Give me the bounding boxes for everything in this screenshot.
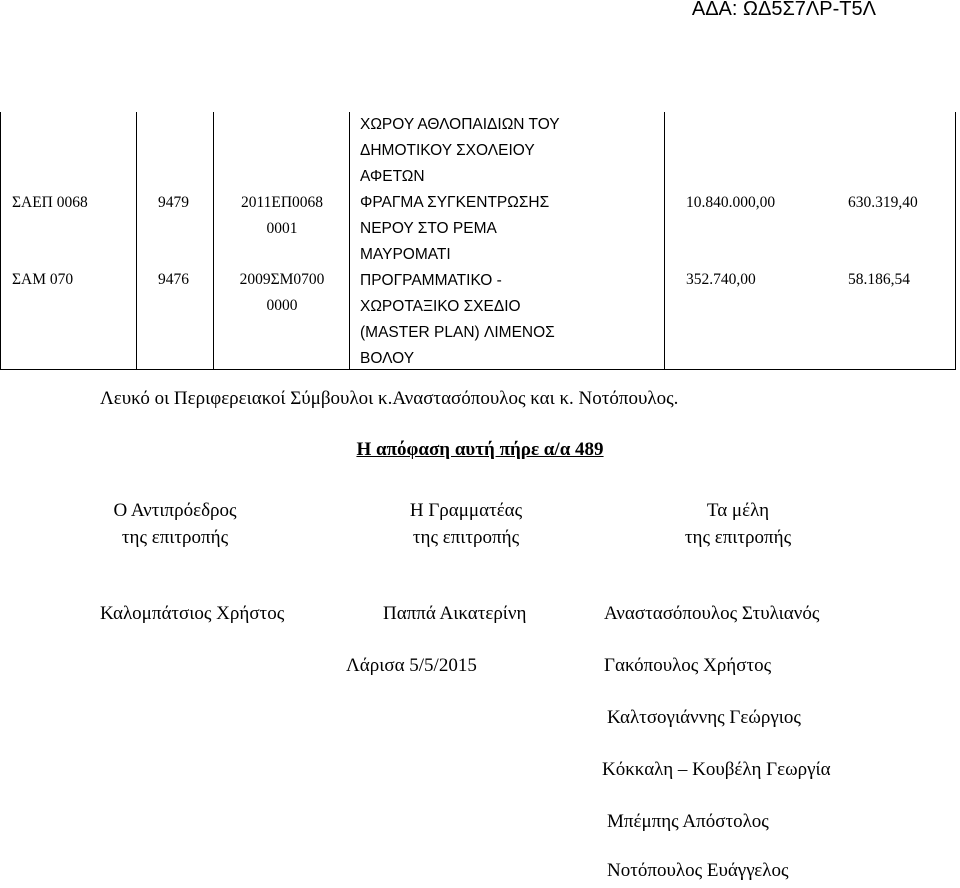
row-amount-balance: 58.186,54 <box>848 271 910 288</box>
role-title: Η Γραμματέας <box>409 500 523 521</box>
description-line: (MASTER PLAN) ΛΙΜΕΝΟΣ <box>360 324 555 341</box>
table-border <box>955 112 956 370</box>
row-amount-balance: 630.319,40 <box>848 194 918 211</box>
role-title: Τα μέλη <box>706 500 770 521</box>
description-line: ΔΗΜΟΤΙΚΟΥ ΣΧΟΛΕΙΟΥ <box>360 142 535 159</box>
role-title: Ο Αντιπρόεδρος <box>113 500 237 521</box>
row-code-line: 2011ΕΠ0068 <box>240 194 324 211</box>
signature-member: Καλτσογιάννης Γεώργιος <box>607 707 801 728</box>
signature-member: Αναστασόπουλος Στυλιανός <box>604 603 820 624</box>
row-kae: ΣΑΕΠ 0068 <box>12 194 88 211</box>
table-border <box>0 112 1 370</box>
signature-member: Κόκκαλη – Κουβέλη Γεωργία <box>602 759 831 780</box>
role-vice-president <box>45 497 305 551</box>
place-date: Λάρισα 5/5/2015 <box>346 655 477 676</box>
projects-table <box>0 112 956 370</box>
row-number: 9479 <box>158 194 189 211</box>
description-line: ΠΡΟΓΡΑΜΜΑΤΙΚΟ - <box>360 272 502 289</box>
row-code-line: 0001 <box>266 220 298 237</box>
signature-member: Νοτόπουλος Ευάγγελος <box>607 860 789 881</box>
description-column <box>360 112 660 372</box>
description-line: ΝΕΡΟΥ ΣΤΟ ΡΕΜΑ <box>360 220 497 237</box>
table-column-divider <box>136 112 137 370</box>
table-column-divider <box>349 112 350 370</box>
role-subtitle: της επιτροπής <box>412 527 520 548</box>
row-code-line: 0000 <box>266 297 298 314</box>
decision-line <box>0 439 960 461</box>
table-column-divider <box>213 112 214 370</box>
signature-secretary: Παππά Αικατερίνη <box>383 603 527 624</box>
role-members <box>608 497 868 551</box>
signature-member: Γακόπουλος Χρήστος <box>604 655 772 676</box>
description-line: ΜΑΥΡΟΜΑΤΙ <box>360 246 451 263</box>
ada-code: ΑΔΑ: ΩΔ5Σ7ΛΡ-Τ5Λ <box>691 0 876 20</box>
row-number: 9476 <box>158 271 189 288</box>
row-amount-total: 10.840.000,00 <box>686 194 776 211</box>
description-line: ΧΩΡΟΥ ΑΘΛΟΠΑΙΔΙΩΝ ΤΟΥ <box>360 116 560 133</box>
description-line: ΒΟΛΟΥ <box>360 350 415 367</box>
signature-vice-president: Καλομπάτσιος Χρήστος <box>100 603 285 624</box>
row-code-line: 2009ΣΜ0700 <box>239 271 325 288</box>
row-kae: ΣΑΜ 070 <box>12 271 74 288</box>
role-subtitle: της επιτροπής <box>684 527 792 548</box>
vote-note: Λευκό οι Περιφερειακοί Σύμβουλοι κ.Αναστασόπουλος και κ. Νοτόπουλος. <box>100 388 679 409</box>
signature-member: Μπέμπης Απόστολος <box>607 811 769 832</box>
description-line: ΑΦΕΤΩΝ <box>360 168 425 185</box>
role-secretary <box>336 497 596 551</box>
role-subtitle: της επιτροπής <box>121 527 229 548</box>
row-code <box>222 190 342 242</box>
table-column-divider <box>664 112 665 370</box>
description-line: ΦΡΑΓΜΑ ΣΥΓΚΕΝΤΡΩΣΗΣ <box>360 194 550 211</box>
row-amount-total: 352.740,00 <box>686 271 756 288</box>
row-code <box>222 267 342 319</box>
description-line: ΧΩΡΟΤΑΞΙΚΟ ΣΧΕΔΙΟ <box>360 298 521 315</box>
decision-number: Η απόφαση αυτή πήρε α/α 489 <box>356 439 604 460</box>
